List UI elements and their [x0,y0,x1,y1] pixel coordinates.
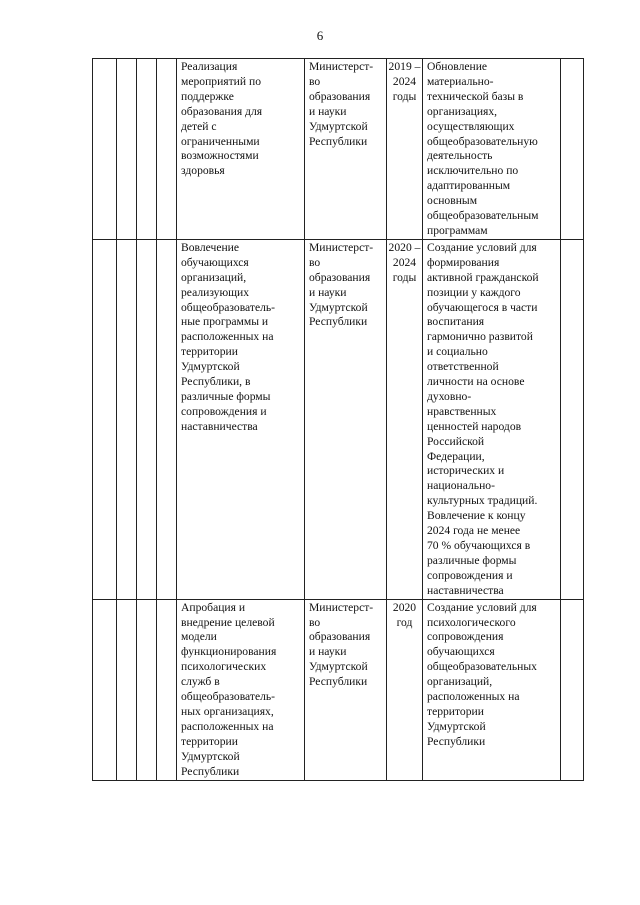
empty-cell [93,239,117,599]
table-row [93,59,584,240]
activity-cell: Реализация мероприятий по поддержке образования для детей с ограниченными возможностями здоровья [177,59,305,240]
page-number: 6 [316,28,324,43]
empty-cell [157,239,177,599]
empty-cell [117,59,137,240]
empty-cell [93,599,117,780]
executor-cell: Министерст- во образования и науки Удмуртской Республики [305,599,387,780]
executor-cell: Министерст- во образования и науки Удмуртской Республики [305,239,387,599]
result-cell: Создание условий для формирования активной гражданской позиции у каждого обучающегося в части воспитания гармонично развитой и социально ответственной личности на основе духовно- нравственных ценностей народов Российской Федерации, исторических и национально- культурных традиций. Вовлечение к концу 2024 года не менее 70 % обучающихся в различные формы сопровождения и наставничества [423,239,561,599]
table-row [93,599,584,780]
table-row [93,239,584,599]
period-cell: 2020 – 2024 годы [387,239,423,599]
empty-cell [561,239,584,599]
empty-cell [157,599,177,780]
empty-cell [137,59,157,240]
empty-cell [561,59,584,240]
activities-table [92,58,584,781]
activity-cell: Вовлечение обучающихся организаций, реализующих общеобразователь- ные программы и расположенных на территории Удмуртской Республики, в различные формы сопровождения и наставничества [177,239,305,599]
executor-cell: Министерст- во образования и науки Удмуртской Республики [305,59,387,240]
empty-cell [561,599,584,780]
empty-cell [117,239,137,599]
empty-cell [137,239,157,599]
period-cell: 2019 – 2024 годы [387,59,423,240]
result-cell: Создание условий для психологического сопровождения обучающихся общеобразовательных организаций, расположенных на территории Удмуртской Республики [423,599,561,780]
activity-cell: Апробация и внедрение целевой модели функционирования психологических служб в общеобразователь- ных организациях, расположенных на территории Удмуртской Республики [177,599,305,780]
empty-cell [117,599,137,780]
empty-cell [93,59,117,240]
period-cell: 2020 год [387,599,423,780]
result-cell: Обновление материально- технической базы в организациях, осуществляющих общеобразовательную деятельность исключительно по адаптированным основным общеобразовательным программам [423,59,561,240]
empty-cell [137,599,157,780]
empty-cell [157,59,177,240]
